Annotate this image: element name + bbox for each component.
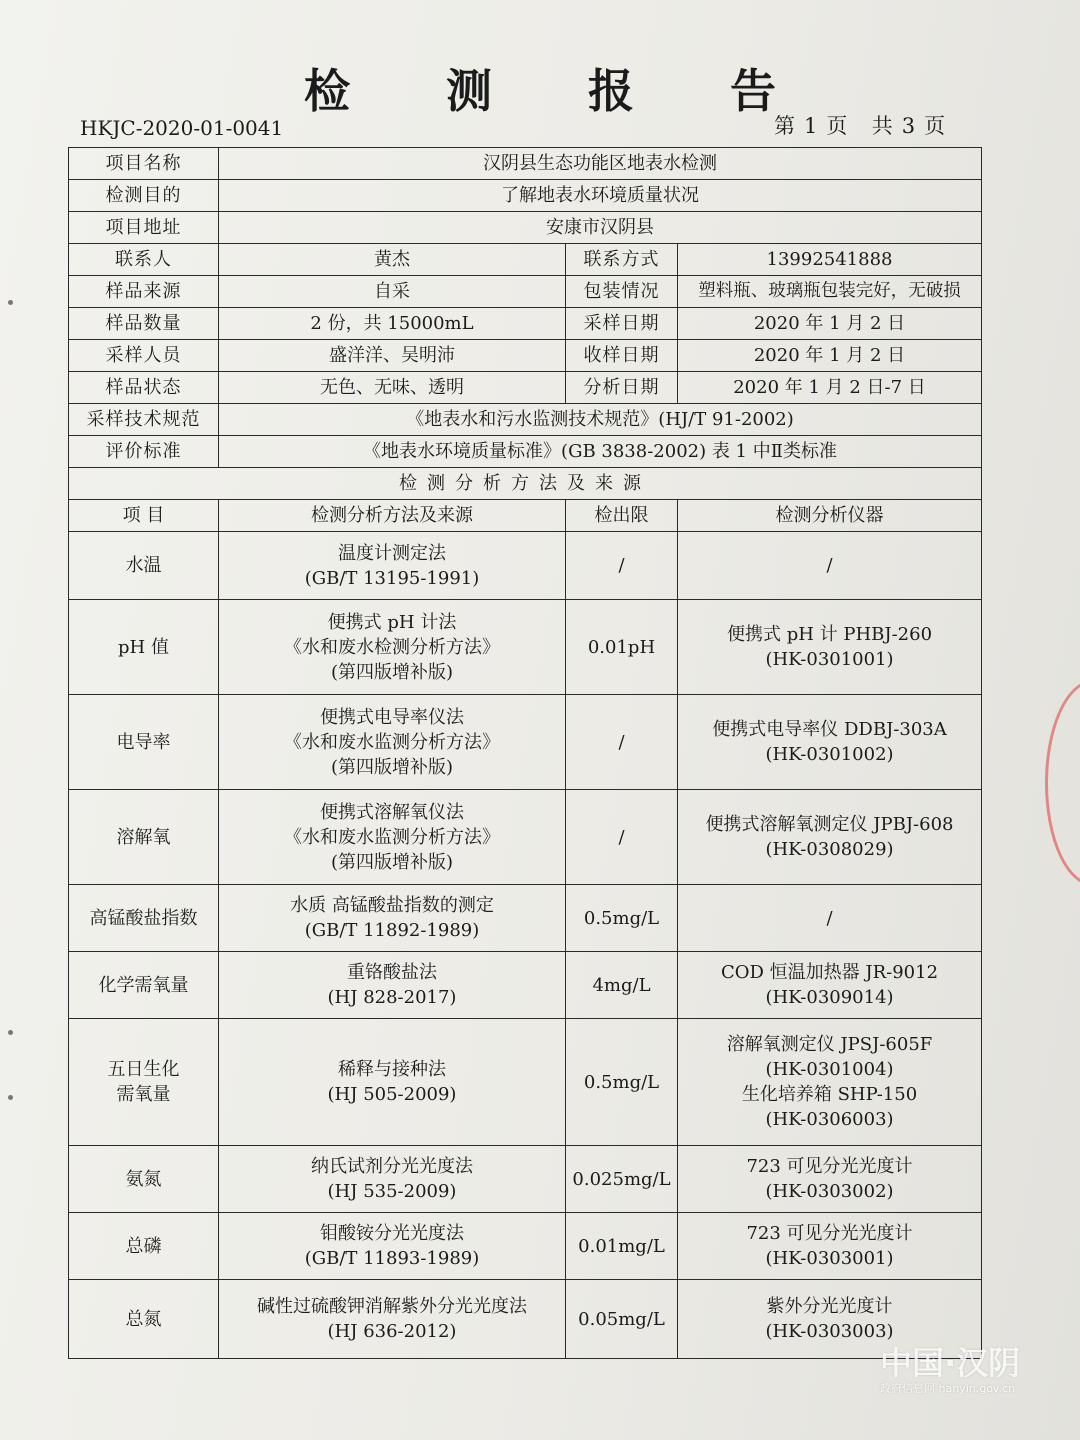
limit-cell: 0.5mg/L: [566, 1019, 678, 1146]
method-cell: [219, 600, 566, 695]
label-cell: 包装情况: [566, 276, 678, 308]
method-cell-line: (GB/T 13195-1991): [304, 567, 480, 589]
item-cell-line: 电导率: [116, 731, 171, 753]
instrument-cell: [678, 1019, 982, 1146]
site-watermark-url: 政府信息网 hanyin.gov.cn: [880, 1382, 1016, 1395]
limit-cell: /: [566, 532, 678, 600]
instrument-cell-line: 生化培养箱 SHP-150: [741, 1084, 918, 1105]
instrument-cell-line: (HK-0301001): [765, 649, 894, 670]
item-cell-line: 总磷: [125, 1235, 162, 1257]
label-cell: 检测目的: [69, 180, 219, 212]
item-cell-line: 五日生化: [107, 1059, 180, 1080]
table-row: [69, 1280, 982, 1359]
limit-cell: 0.025mg/L: [566, 1146, 678, 1213]
instrument-cell-line: /: [826, 907, 833, 929]
instrument-cell-line: 723 可见分光光度计: [746, 1223, 913, 1244]
item-cell-line: 氨氮: [125, 1168, 162, 1190]
item-cell: [69, 695, 219, 790]
table-row: [69, 1213, 982, 1280]
info-row-quantity: [69, 308, 982, 340]
limit-cell: 0.01pH: [566, 600, 678, 695]
instrument-cell-line: (HK-0303001): [765, 1248, 894, 1269]
value-cell: 2020 年 1 月 2 日: [678, 308, 982, 340]
info-row-contact: [69, 244, 982, 276]
value-cell: 黄杰: [219, 244, 566, 276]
value-cell: 2020 年 1 月 2 日: [678, 340, 982, 372]
methods-header-row: [69, 500, 982, 532]
info-row-address: [69, 212, 982, 244]
label-cell: 采样人员: [69, 340, 219, 372]
table-row: [69, 790, 982, 885]
column-header-method: 检测分析方法及来源: [219, 500, 566, 532]
item-cell-line: pH 值: [118, 636, 169, 658]
value-cell: 2 份，共 15000mL: [219, 308, 566, 340]
item-cell-line: 溶解氧: [116, 826, 171, 848]
item-cell-line: 需氧量: [116, 1084, 171, 1105]
methods-band-title: 检测分析方法及来源: [69, 468, 982, 500]
value-cell: 无色、无味、透明: [219, 372, 566, 404]
method-cell: [219, 1213, 566, 1280]
table-row: [69, 600, 982, 695]
limit-cell: 0.05mg/L: [566, 1280, 678, 1359]
method-cell-line: 《水和废水检测分析方法》: [284, 636, 500, 658]
method-cell-line: 重铬酸盐法: [347, 962, 437, 983]
column-header-instrument: 检测分析仪器: [678, 500, 982, 532]
red-seal-stamp: [1045, 680, 1080, 886]
instrument-cell-line: 紫外分光光度计: [766, 1296, 893, 1317]
method-cell-line: (HJ 636-2012): [327, 1321, 457, 1342]
item-cell: [69, 600, 219, 695]
method-cell-line: (HJ 505-2009): [327, 1084, 457, 1105]
method-cell-line: 碱性过硫酸钾消解紫外分光光度法: [257, 1296, 527, 1317]
method-cell-line: 《水和废水监测分析方法》: [284, 826, 500, 848]
instrument-cell-line: 便携式 pH 计 PHBJ-260: [726, 624, 933, 645]
instrument-cell: [678, 885, 982, 952]
page-indicator: 第 1 页 共 3 页: [774, 114, 947, 138]
item-cell: [69, 1146, 219, 1213]
table-row: [69, 695, 982, 790]
instrument-cell-line: (HK-0308029): [765, 839, 894, 860]
item-cell: [69, 885, 219, 952]
label-cell: 联系人: [69, 244, 219, 276]
method-cell-line: 便携式 pH 计法: [327, 611, 457, 633]
punch-hole: [8, 1030, 13, 1035]
column-header-item: 项 目: [69, 500, 219, 532]
item-cell: [69, 1213, 219, 1280]
instrument-cell-line: (HK-0306003): [765, 1109, 894, 1130]
item-cell-line: 化学需氧量: [98, 974, 189, 996]
instrument-cell-line: (HK-0309014): [765, 987, 894, 1008]
info-row-sampler: [69, 340, 982, 372]
report-number: HKJC-2020-01-0041: [80, 116, 284, 140]
method-cell: [219, 1146, 566, 1213]
info-row-spec: [69, 404, 982, 436]
method-cell: [219, 1019, 566, 1146]
method-cell-line: (GB/T 11893-1989): [304, 1248, 480, 1269]
info-row-source: [69, 276, 982, 308]
label-cell: 联系方式: [566, 244, 678, 276]
table-row: [69, 952, 982, 1019]
method-cell-line: (HJ 828-2017): [327, 987, 457, 1008]
method-cell: [219, 532, 566, 600]
instrument-cell-line: 溶解氧测定仪 JPSJ-605F: [726, 1034, 933, 1055]
label-cell: 项目地址: [69, 212, 219, 244]
method-cell-line: (第四版增补版): [330, 756, 454, 778]
info-row-purpose: [69, 180, 982, 212]
limit-cell: 0.01mg/L: [566, 1213, 678, 1280]
limit-cell: 4mg/L: [566, 952, 678, 1019]
value-cell: 盛洋洋、吴明沛: [219, 340, 566, 372]
method-cell-line: 《水和废水监测分析方法》: [284, 731, 500, 753]
method-cell-line: 纳氏试剂分光光度法: [311, 1156, 473, 1177]
instrument-cell-line: /: [826, 555, 833, 576]
item-cell: [69, 952, 219, 1019]
value-cell: 汉阴县生态功能区地表水检测: [219, 148, 982, 180]
method-cell-line: 稀释与接种法: [338, 1059, 446, 1080]
table-row: [69, 532, 982, 600]
table-row: [69, 1146, 982, 1213]
instrument-cell-line: 便携式溶解氧测定仪 JPBJ-608: [705, 814, 954, 835]
item-cell: [69, 1280, 219, 1359]
value-cell: 了解地表水环境质量状况: [219, 180, 982, 212]
table-row: [69, 1019, 982, 1146]
value-cell: 安康市汉阴县: [219, 212, 982, 244]
item-cell-line: 水温: [125, 555, 162, 576]
info-row-standard: [69, 436, 982, 468]
report-title: 检 测 报 告: [303, 64, 817, 118]
instrument-cell-line: (HK-0301004): [765, 1059, 894, 1080]
instrument-cell: [678, 952, 982, 1019]
info-row-project-name: [69, 148, 982, 180]
instrument-cell-line: 723 可见分光光度计: [746, 1156, 913, 1177]
instrument-cell: [678, 1146, 982, 1213]
punch-hole: [8, 300, 13, 305]
item-cell: [69, 532, 219, 600]
method-cell-line: (HJ 535-2009): [327, 1181, 457, 1202]
label-cell: 采样日期: [566, 308, 678, 340]
method-cell-line: (第四版增补版): [330, 851, 454, 873]
methods-band: [69, 468, 982, 500]
value-cell: 《地表水和污水监测技术规范》(HJ/T 91-2002): [219, 404, 982, 436]
method-cell: [219, 695, 566, 790]
instrument-cell-line: (HK-0303002): [765, 1181, 894, 1202]
method-cell: [219, 790, 566, 885]
item-cell-line: 高锰酸盐指数: [89, 907, 198, 929]
label-cell: 项目名称: [69, 148, 219, 180]
item-cell: [69, 790, 219, 885]
method-cell-line: 钼酸铵分光光度法: [320, 1223, 464, 1244]
report-table: [68, 147, 982, 1359]
column-header-limit: 检出限: [566, 500, 678, 532]
item-cell: [69, 1019, 219, 1146]
instrument-cell: [678, 695, 982, 790]
instrument-cell: [678, 1213, 982, 1280]
value-cell: 自采: [219, 276, 566, 308]
limit-cell: /: [566, 790, 678, 885]
limit-cell: 0.5mg/L: [566, 885, 678, 952]
instrument-cell-line: COD 恒温加热器 JR-9012: [720, 962, 939, 983]
value-cell: 塑料瓶、玻璃瓶包装完好，无破损: [678, 276, 982, 308]
instrument-cell: [678, 600, 982, 695]
method-cell: [219, 885, 566, 952]
method-rows: [69, 532, 982, 1359]
method-cell-line: (GB/T 11892-1989): [304, 920, 480, 941]
method-cell: [219, 952, 566, 1019]
label-cell: 分析日期: [566, 372, 678, 404]
label-cell: 样品状态: [69, 372, 219, 404]
site-watermark: 中国·汉阴: [880, 1344, 1021, 1382]
limit-cell: /: [566, 695, 678, 790]
item-cell-line: 总氮: [125, 1308, 162, 1330]
instrument-cell-line: (HK-0301002): [765, 744, 894, 765]
punch-hole: [8, 1095, 13, 1100]
method-cell-line: 便携式电导率仪法: [320, 706, 464, 728]
info-row-state: [69, 372, 982, 404]
method-cell-line: (第四版增补版): [330, 661, 454, 683]
method-cell-line: 温度计测定法: [338, 542, 446, 564]
instrument-cell: [678, 532, 982, 600]
value-cell: 2020 年 1 月 2 日-7 日: [678, 372, 982, 404]
instrument-cell-line: (HK-0303003): [765, 1321, 894, 1342]
method-cell-line: 水质 高锰酸盐指数的测定: [290, 895, 494, 916]
label-cell: 样品数量: [69, 308, 219, 340]
label-cell: 收样日期: [566, 340, 678, 372]
table-row: [69, 885, 982, 952]
method-cell: [219, 1280, 566, 1359]
value-cell: 13992541888: [678, 244, 982, 276]
method-cell-line: 便携式溶解氧仪法: [320, 801, 464, 823]
label-cell: 评价标准: [69, 436, 219, 468]
value-cell: 《地表水环境质量标准》(GB 3838-2002) 表 1 中Ⅱ类标准: [219, 436, 982, 468]
label-cell: 样品来源: [69, 276, 219, 308]
instrument-cell: [678, 790, 982, 885]
instrument-cell-line: 便携式电导率仪 DDBJ-303A: [712, 719, 947, 740]
label-cell: 采样技术规范: [69, 404, 219, 436]
